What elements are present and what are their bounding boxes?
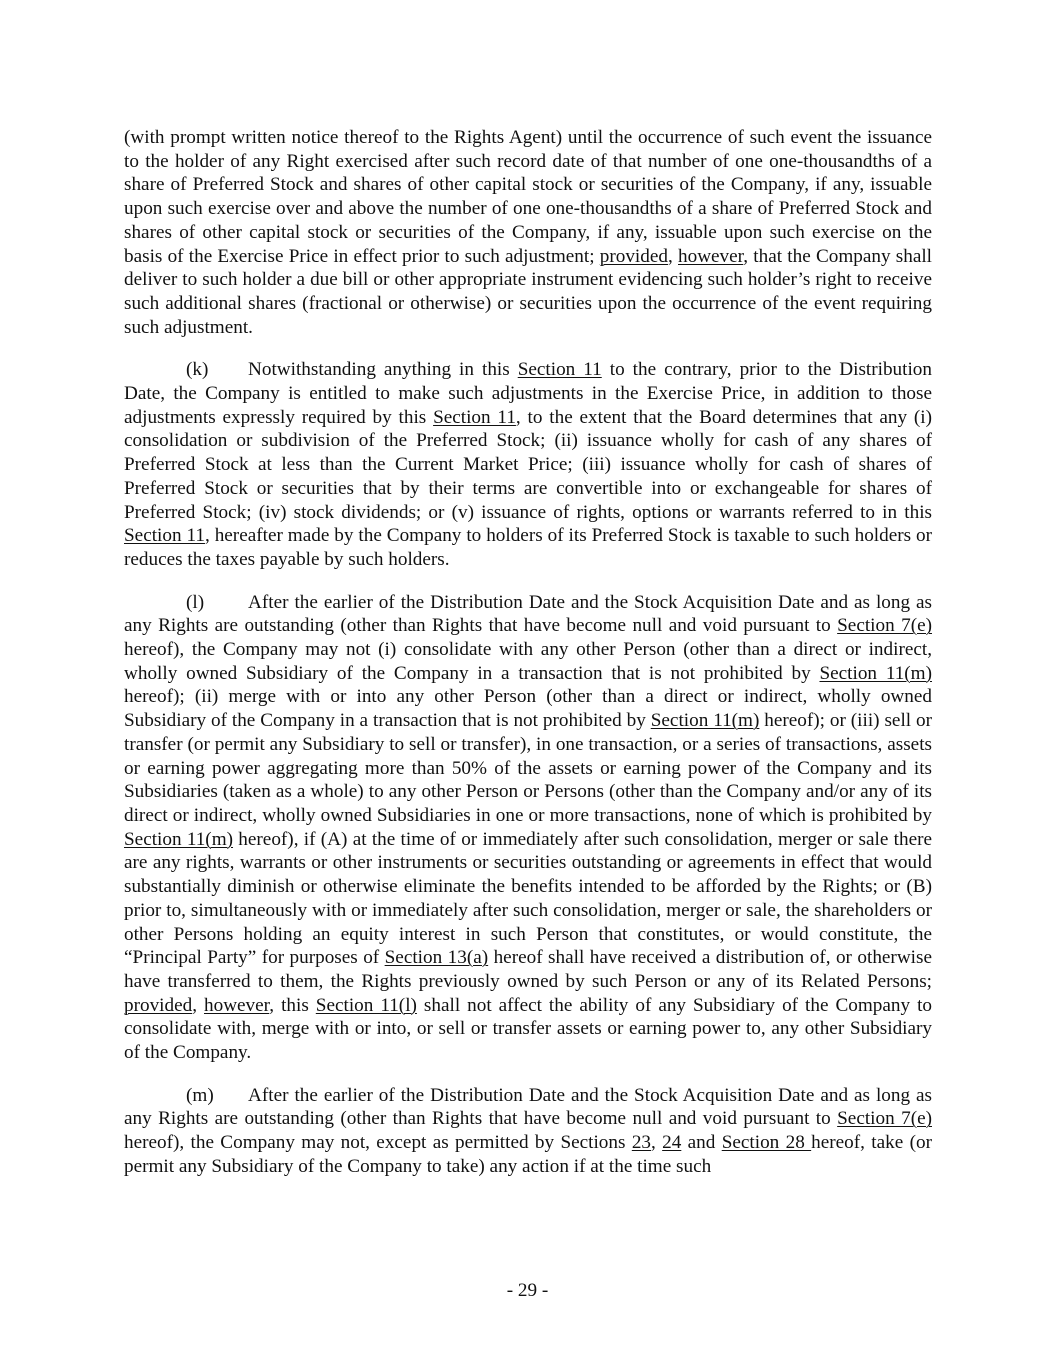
paragraph-continuation (124, 126, 932, 339)
paragraph-k (124, 358, 932, 571)
underlined-reference: however (678, 245, 744, 267)
paragraph-text: hereof); (ii) merge with or into any other Person (other than a direct or indirect, wholly owned Subsidiary of the Company in a transaction that is not prohibited by (124, 686, 932, 732)
page-number: - 29 - (506, 1280, 549, 1301)
underlined-reference: Section 28 (721, 1132, 812, 1154)
paragraph-text: hereof), if (A) at the time of or immediately after such consolidation, merger or sale there are any rights, warrants or other instruments or securities outstanding or agreements in effect that would substantially diminish or otherwise eliminate the benefits intended to be afforded by the Rights; or (B) prior to, simultaneously with or immediately after such consolidation, merger or sale, the shareholders or other Persons holding an equity interest in such Person that constitutes, or would constitute, the “Principal Party” for purposes of (124, 828, 932, 969)
paragraph-text: , this (269, 994, 316, 1016)
paragraph-text: , to the extent that the Board determines that any (i) consolidation or subdivision of the Preferred Stock; (ii) issuance wholly for cash of any shares of Preferred Stock at less than the Current Market Price; (iii) issuance wholly for cash of shares of Preferred Stock or securities that by their terms are convertible into or exchangeable for shares of Preferred Stock; (iv) stock dividends; or (v) issuance of rights, options or warrants referred to in this (124, 406, 933, 523)
underlined-reference: Section 11 (433, 406, 516, 428)
paragraph-text: hereof), the Company may not (i) consolidate with any other Person (other than a direct or indirect, wholly owned Subsidiary of the Company in a transaction that is not prohibited by (124, 639, 932, 684)
underlined-reference: Section 11(m) (650, 710, 760, 732)
paragraph-text: to the contrary, prior to the Distribution Date, the Company is entitled to make such adjustments in the Exercise Price, in addition to those adjustments expressly required by this (124, 359, 932, 428)
underlined-reference: provided (124, 994, 193, 1016)
paragraph-text: hereof); or (iii) sell or transfer (or permit any Subsidiary to sell or transfer), in one transaction, or a series of transactions, assets or earning power aggregating more than 50% of the assets or earning power of the Company and its Subsidiaries (taken as a whole) to any other Person or Persons (other than the Company and/or any of its direct or indirect, wholly owned Subsidiaries in one or more transactions, none of which is prohibited by (124, 710, 932, 826)
paragraph-text: After the earlier of the Distribution Date and the Stock Acquisition Date and as long as any Rights are outstanding (other than Rights that have become null and void pursuant to (124, 1084, 932, 1130)
paragraph-label: (m) (186, 1084, 214, 1106)
paragraph-text: (with prompt written notice thereof to the Rights Agent) until the occurrence of such event the issuance to the holder of any Right exercised after such record date of that number of one one-thousandths of a share of Preferred Stock and shares of other capital stock or securities of the Company, if any, issuable upon such exercise over and above the number of one one-thousandths of a share of Preferred Stock and shares of other capital stock or securities of the Company, if any, issuable upon such exercise on the basis of the Exercise Price in effect prior to such adjustment; (124, 127, 932, 267)
underlined-reference: 24 (662, 1132, 682, 1154)
paragraph-text: After the earlier of the Distribution Date and the Stock Acquisition Date and as long as any Rights are outstanding (other than Rights that have become null and void pursuant to (124, 591, 932, 637)
paragraph-text: , hereafter made by the Company to holders of its Preferred Stock is taxable to such holders or reduces the taxes payable by such holders. (124, 525, 933, 570)
underlined-reference: Section 7(e) (837, 1108, 932, 1130)
paragraph-text: hereof shall have received a distribution of, or otherwise have transferred to them, the Rights previously owned by such Person or any of its Related Persons; (124, 947, 932, 992)
underlined-reference: provided (599, 245, 668, 267)
document-page (124, 126, 932, 1198)
paragraph-text: , (667, 245, 678, 267)
paragraph-text: shall not affect the ability of any Subsidiary of the Company to consolidate with, merge with or into, or sell or transfer assets or earning power to, any other Subsidiary of the Company. (124, 994, 932, 1064)
underlined-reference: Section 11(l) (315, 994, 417, 1016)
underlined-reference: Section 7(e) (837, 615, 932, 637)
paragraph-m (124, 1084, 932, 1179)
paragraph-l (124, 591, 932, 1065)
underlined-reference: however (204, 994, 270, 1016)
paragraph-label: (l) (186, 591, 205, 613)
paragraph-text: Notwithstanding anything in this (248, 359, 518, 381)
paragraph-text: , (192, 994, 204, 1016)
paragraph-text: hereof), the Company may not, except as permitted by Sections (124, 1132, 632, 1154)
underlined-reference: Section 11(m) (819, 662, 932, 684)
underlined-reference: Section 11 (517, 359, 602, 381)
underlined-reference: Section 11(m) (124, 828, 234, 850)
paragraph-text: , (651, 1132, 663, 1154)
paragraph-text: hereof, take (or permit any Subsidiary of the Company to take) any action if at the time such (124, 1132, 932, 1177)
paragraph-text: , that the Company shall deliver to such holder a due bill or other appropriate instrument evidencing such holder’s right to receive such additional shares (fractional or otherwise) or securities upon the occurrence of the event requiring such adjustment. (124, 245, 933, 338)
underlined-reference: 23 (631, 1132, 651, 1154)
paragraph-text: and (681, 1132, 722, 1154)
underlined-reference: Section 13(a) (384, 947, 489, 969)
underlined-reference: Section 11 (124, 525, 205, 547)
paragraph-label: (k) (186, 359, 209, 381)
